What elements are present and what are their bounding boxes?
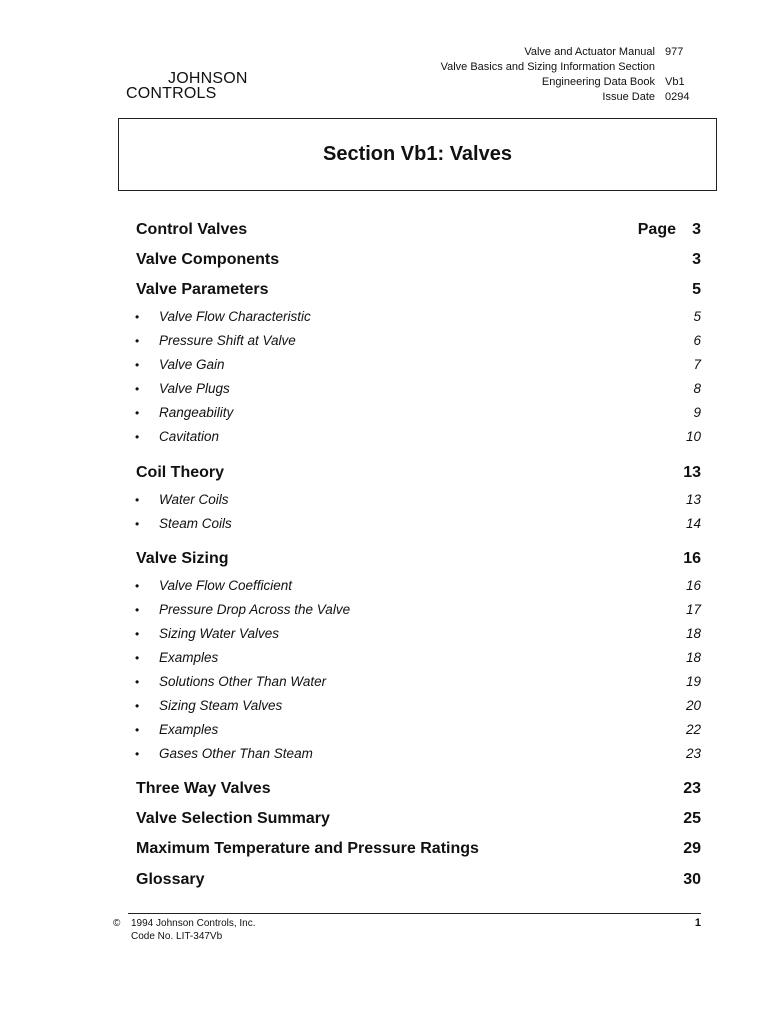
bullet-icon: • <box>135 699 140 713</box>
toc-subitem[interactable]: Pressure Shift at Valve <box>159 333 296 348</box>
bullet-icon: • <box>135 382 140 396</box>
toc-page-number: 3 <box>692 251 701 268</box>
bullet-icon: • <box>135 603 140 617</box>
header-row <box>441 60 695 75</box>
toc-page-number: 5 <box>693 309 701 324</box>
toc-subitem[interactable]: Valve Flow Characteristic <box>159 309 311 324</box>
header-label: Valve and Actuator Manual <box>524 46 655 58</box>
header-value: 0294 <box>665 91 690 103</box>
toc-heading[interactable]: Valve Selection Summary <box>136 810 330 827</box>
bullet-icon: • <box>135 430 140 444</box>
toc-page-number: 8 <box>693 381 701 396</box>
copyright-text: 1994 Johnson Controls, Inc. <box>131 918 256 929</box>
bullet-icon: • <box>135 310 140 324</box>
toc-page-number: 22 <box>685 722 701 737</box>
page-column-label: Page <box>637 221 676 238</box>
logo-line-1: JOHNSON <box>168 70 248 87</box>
toc-page-number: 17 <box>685 602 701 617</box>
footer-divider <box>128 913 701 914</box>
toc-page-number: 23 <box>685 746 701 761</box>
toc-subitem[interactable]: Sizing Steam Valves <box>159 698 283 713</box>
toc-page-number: 29 <box>683 840 701 857</box>
header-row <box>441 45 695 60</box>
toc-page-number: 25 <box>683 810 701 827</box>
toc-subitem[interactable]: Valve Flow Coefficient <box>159 578 293 593</box>
toc-heading[interactable]: Glossary <box>136 871 205 888</box>
bullet-icon: • <box>135 747 140 761</box>
toc-subitem[interactable]: Solutions Other Than Water <box>159 674 327 689</box>
toc-page-number: 18 <box>685 626 701 641</box>
toc-page-number: 13 <box>683 464 701 481</box>
bullet-icon: • <box>135 675 140 689</box>
toc-subitem[interactable]: Gases Other Than Steam <box>159 746 313 761</box>
toc-page-number: 5 <box>692 281 701 298</box>
toc-page-number: 7 <box>693 357 701 372</box>
footer-page-number: 1 <box>694 917 701 929</box>
toc-subitem[interactable]: Rangeability <box>159 405 234 420</box>
company-logo <box>126 70 256 104</box>
toc-page-number: 14 <box>685 516 701 531</box>
toc-heading[interactable]: Coil Theory <box>136 464 225 481</box>
document-header <box>441 45 695 105</box>
toc-page-number: 19 <box>685 674 701 689</box>
bullet-icon: • <box>135 723 140 737</box>
toc-subitem[interactable]: Steam Coils <box>159 516 232 531</box>
section-title: Section Vb1: Valves <box>323 143 512 165</box>
toc-page-number: 23 <box>683 780 701 797</box>
header-row <box>441 90 695 105</box>
code-number: Code No. LIT-347Vb <box>131 931 223 942</box>
toc-subitem[interactable]: Sizing Water Valves <box>159 626 280 641</box>
bullet-icon: • <box>135 493 140 507</box>
toc-heading[interactable]: Maximum Temperature and Pressure Ratings <box>136 840 479 857</box>
toc-subitem[interactable]: Pressure Drop Across the Valve <box>159 602 351 617</box>
toc-heading[interactable]: Valve Components <box>136 251 280 268</box>
toc-page-number: 3 <box>692 221 701 238</box>
header-label: Valve Basics and Sizing Information Section <box>440 61 655 73</box>
toc-subitem[interactable]: Water Coils <box>159 492 229 507</box>
bullet-icon: • <box>135 651 140 665</box>
copyright-symbol: © <box>113 918 121 929</box>
toc-page-number: 6 <box>693 333 701 348</box>
bullet-icon: • <box>135 517 140 531</box>
toc-page-number: 10 <box>685 429 701 444</box>
toc-heading[interactable]: Valve Parameters <box>136 281 269 298</box>
header-label: Engineering Data Book <box>541 76 655 88</box>
toc-subitem[interactable]: Examples <box>159 722 219 737</box>
toc-subitem[interactable]: Examples <box>159 650 219 665</box>
bullet-icon: • <box>135 358 140 372</box>
logo-line-2: CONTROLS <box>126 85 217 102</box>
header-value <box>665 60 695 75</box>
bullet-icon: • <box>135 406 140 420</box>
bullet-icon: • <box>135 334 140 348</box>
toc-page-number: 20 <box>685 698 701 713</box>
toc-page-number: 30 <box>683 871 701 888</box>
toc-subitem[interactable]: Valve Gain <box>159 357 225 372</box>
toc-subitem[interactable]: Cavitation <box>159 429 220 444</box>
header-row <box>441 75 695 90</box>
header-label: Issue Date <box>602 91 655 103</box>
bullet-icon: • <box>135 627 140 641</box>
toc-subitem[interactable]: Valve Plugs <box>159 381 230 396</box>
toc-heading[interactable]: Valve Sizing <box>136 550 229 567</box>
toc-page-number: 16 <box>683 550 701 567</box>
header-value: Vb1 <box>665 76 685 88</box>
section-title-box <box>118 118 717 191</box>
bullet-icon: • <box>135 579 140 593</box>
toc-page-number: 18 <box>685 650 701 665</box>
toc-heading[interactable]: Control Valves <box>136 221 248 238</box>
header-value: 977 <box>665 46 684 58</box>
toc-page-number: 13 <box>685 492 701 507</box>
toc-heading[interactable]: Three Way Valves <box>136 780 271 797</box>
toc-page-number: 9 <box>693 405 701 420</box>
toc-page-number: 16 <box>685 578 701 593</box>
